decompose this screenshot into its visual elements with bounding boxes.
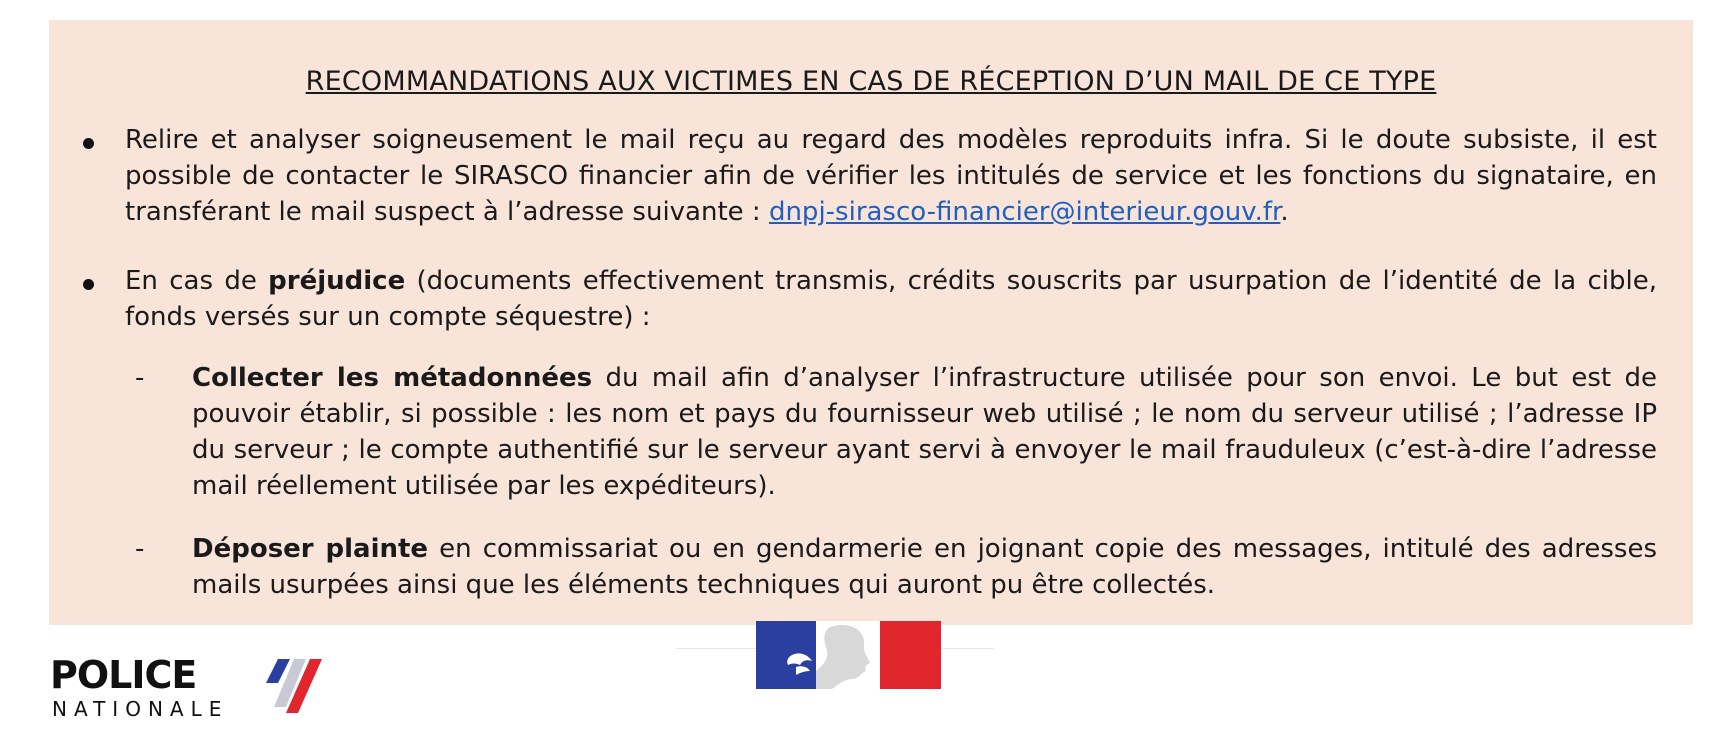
- police-logo-word: POLICE: [50, 653, 197, 697]
- page-title: RECOMMANDATIONS AUX VICTIMES EN CAS DE RÉCEPTION D’UN MAIL DE CE TYPE: [305, 66, 1437, 97]
- sub-item-2-dash: -: [135, 534, 145, 564]
- police-logo-sub: NATIONALE: [52, 697, 229, 721]
- sub-item-2-bold: Déposer plainte: [192, 534, 429, 564]
- sub-item-1-text: du mail afin d’analyser l’infrastructure utilisée pour son envoi. Le but est de pouvoir établir, si possible : les nom et pays du fournisseur web utilisé ; le nom du serveur utilisé ; l’adresse IP du serveur ; le compte authentifié sur le serveur ayant servi à envoyer le mail frauduleux (c’est-à-dire l’adresse mail réellement utilisée par les expéditeurs).: [192, 363, 1657, 501]
- sub-item-2-paragraph: [192, 531, 1657, 603]
- sirasco-email-link[interactable]: dnpj-sirasco-financier@interieur.gouv.fr: [768, 197, 1281, 227]
- bullet-paragraph-1: [125, 122, 1657, 230]
- police-nationale-logo: [50, 653, 330, 725]
- sub-item-2-text: en commissariat ou en gendarmerie en joignant copie des messages, intitulé des adresses mails usurpées ainsi que les éléments techniques qui auront pu être collectés.: [192, 534, 1657, 600]
- sub-item-1-dash: -: [135, 363, 145, 393]
- bullet-2-bold: préjudice: [268, 266, 406, 296]
- bullet-2-text-end: (documents effectivement transmis, crédits souscrits par usurpation de l’identité de la cible, fonds versés sur un compte séquestre) :: [125, 266, 1657, 332]
- sub-item-1-bold: Collecter les métadonnées: [192, 363, 593, 393]
- police-stripes-icon: [256, 657, 326, 717]
- bullet-1-text: Relire et analyser soigneusement le mail reçu au regard des modèles reproduits infra. Si le doute subsiste, il est possible de contacter le SIRASCO financier afin de vérifier les intitulés de service et les fonctions du signataire, en transférant le mail suspect à l’adresse suivante :: [125, 125, 1657, 227]
- marianne-logo: [756, 621, 941, 689]
- recommendations-panel: [49, 20, 1693, 625]
- bullet-paragraph-2: [125, 263, 1657, 335]
- bullet-2-text: En cas de: [125, 266, 269, 296]
- sub-item-1-paragraph: [192, 360, 1657, 504]
- bullet-1-text-end: .: [1280, 197, 1289, 227]
